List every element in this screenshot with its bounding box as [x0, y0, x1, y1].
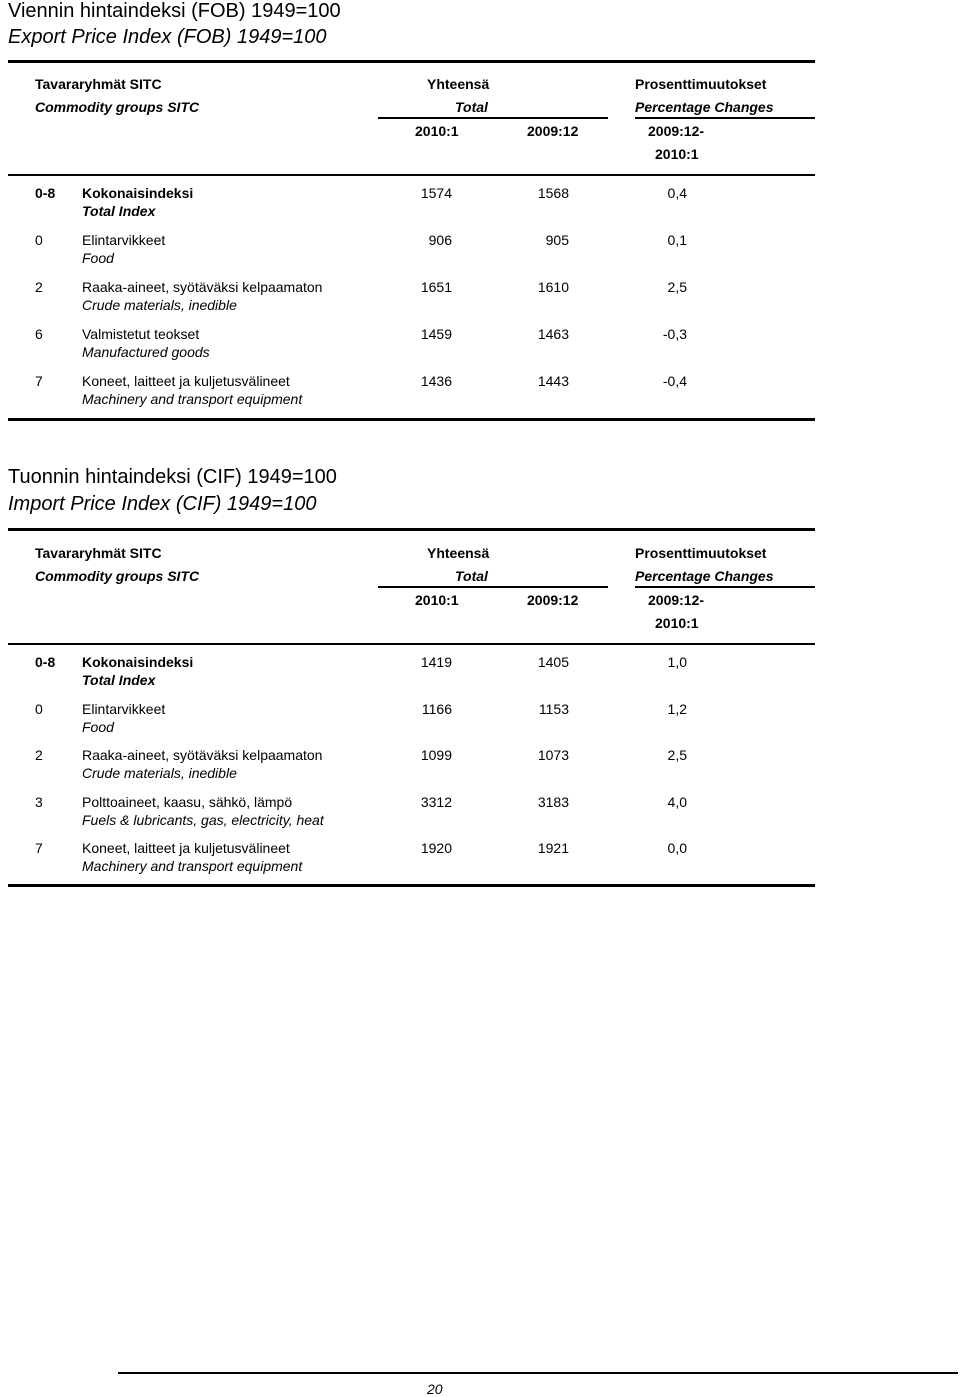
row-value-change: 0,4 [667, 185, 687, 201]
row-value-change: 1,0 [667, 654, 687, 670]
export-groups-en: Commodity groups SITC [35, 99, 200, 115]
export-col-change-a: 2009:12- [648, 123, 705, 139]
row-label-fi: Valmistetut teokset [82, 326, 200, 342]
row-label-en: Manufactured goods [82, 344, 210, 360]
row-value-change: 2,5 [667, 279, 687, 295]
row-label-fi: Raaka-aineet, syötäväksi kelpaamaton [82, 279, 323, 295]
row-value-change: 1,2 [667, 700, 687, 717]
row-label-en: Crude materials, inedible [82, 765, 237, 781]
export-total-underline [378, 117, 608, 119]
export-col-change-b: 2010:1 [655, 146, 699, 162]
row-code: 7 [35, 840, 43, 856]
row-label-fi: Polttoaineet, kaasu, sähkö, lämpö [82, 793, 293, 810]
row-value-2010-1: 1920 [420, 840, 452, 856]
row-value-2010-1: 1099 [420, 747, 452, 763]
row-value-2009-12: 905 [545, 232, 569, 248]
import-bottom-rule [8, 884, 815, 887]
row-label-fi: Kokonaisindeksi [82, 654, 194, 670]
import-pct-fi: Prosenttimuutokset [635, 545, 767, 561]
row-value-2010-1: 1574 [420, 185, 452, 201]
row-label-fi: Koneet, laitteet ja kuljetusvälineet [82, 840, 290, 856]
row-label-fi: Koneet, laitteet ja kuljetusvälineet [82, 373, 290, 389]
row-label-en: Machinery and transport equipment [82, 391, 303, 407]
row-label-en: Fuels & lubricants, gas, electricity, heat [82, 811, 324, 828]
row-value-2010-1: 1436 [420, 373, 452, 389]
export-pct-underline [635, 117, 815, 119]
row-code: 0-8 [35, 654, 56, 670]
row-value-2009-12: 3183 [537, 793, 569, 810]
import-col-2010-1: 2010:1 [415, 592, 459, 608]
row-label-en: Total Index [82, 203, 156, 219]
row-label-en: Total Index [82, 672, 156, 688]
row-value-2009-12: 1153 [538, 700, 569, 717]
row-value-2010-1: 3312 [420, 793, 452, 810]
row-value-change: 2,5 [667, 747, 687, 763]
row-value-2009-12: 1073 [537, 747, 569, 763]
export-col-2010-1: 2010:1 [415, 123, 459, 139]
row-value-2009-12: 1921 [537, 840, 569, 856]
row-value-2010-1: 1459 [420, 326, 452, 342]
export-col-2009-12: 2009:12 [527, 123, 579, 139]
export-total-fi: Yhteensä [427, 76, 490, 92]
row-value-2010-1: 1651 [420, 279, 452, 295]
row-label-en: Food [82, 718, 114, 735]
import-col-change-b: 2010:1 [655, 615, 699, 631]
footer-rule [118, 1372, 958, 1374]
export-title-en: Export Price Index (FOB) 1949=100 [8, 26, 327, 48]
import-title-fi: Tuonnin hintaindeksi (CIF) 1949=100 [8, 466, 337, 488]
import-groups-en: Commodity groups SITC [35, 568, 200, 584]
import-total-underline [378, 586, 608, 588]
row-value-2009-12: 1568 [537, 185, 569, 201]
import-top-rule [8, 528, 815, 531]
import-total-fi: Yhteensä [427, 545, 490, 561]
row-value-2009-12: 1443 [537, 373, 569, 389]
row-code: 7 [35, 373, 43, 389]
row-label-en: Machinery and transport equipment [82, 858, 303, 874]
export-pct-fi: Prosenttimuutokset [635, 76, 767, 92]
row-code: 6 [35, 326, 43, 342]
export-top-rule [8, 60, 815, 63]
row-code: 2 [35, 747, 43, 763]
export-header-rule [8, 174, 815, 176]
row-value-2009-12: 1405 [537, 654, 569, 670]
row-label-en: Food [82, 250, 114, 266]
export-pct-en: Percentage Changes [635, 99, 774, 115]
row-value-2009-12: 1463 [537, 326, 569, 342]
row-value-change: 0,1 [667, 232, 687, 248]
import-header-rule [8, 643, 815, 645]
import-pct-en: Percentage Changes [635, 568, 774, 584]
row-label-fi: Raaka-aineet, syötäväksi kelpaamaton [82, 747, 323, 763]
import-col-2009-12: 2009:12 [527, 592, 579, 608]
row-code: 0 [35, 232, 43, 248]
row-label-en: Crude materials, inedible [82, 297, 237, 313]
row-value-2010-1: 906 [428, 232, 452, 248]
row-value-change: -0,3 [662, 326, 687, 342]
export-bottom-rule [8, 418, 815, 421]
row-label-fi: Kokonaisindeksi [82, 185, 194, 201]
row-label-fi: Elintarvikkeet [82, 700, 166, 717]
row-code: 0 [35, 700, 43, 717]
import-pct-underline [635, 586, 815, 588]
import-total-en: Total [455, 568, 488, 584]
row-code: 3 [35, 793, 43, 810]
row-value-change: 0,0 [667, 840, 687, 856]
row-value-change: -0,4 [662, 373, 687, 389]
row-code: 0-8 [35, 185, 56, 201]
row-code: 2 [35, 279, 43, 295]
import-col-change-a: 2009:12- [648, 592, 705, 608]
import-groups-fi: Tavararyhmät SITC [35, 545, 162, 561]
export-title-fi: Viennin hintaindeksi (FOB) 1949=100 [8, 0, 341, 22]
row-value-change: 4,0 [667, 793, 687, 810]
import-title-en: Import Price Index (CIF) 1949=100 [8, 493, 317, 515]
row-label-fi: Elintarvikkeet [82, 232, 166, 248]
export-groups-fi: Tavararyhmät SITC [35, 76, 162, 92]
page-number: 20 [427, 1381, 443, 1397]
row-value-2010-1: 1166 [421, 700, 452, 717]
export-total-en: Total [455, 99, 488, 115]
row-value-2010-1: 1419 [420, 654, 452, 670]
row-value-2009-12: 1610 [537, 279, 569, 295]
